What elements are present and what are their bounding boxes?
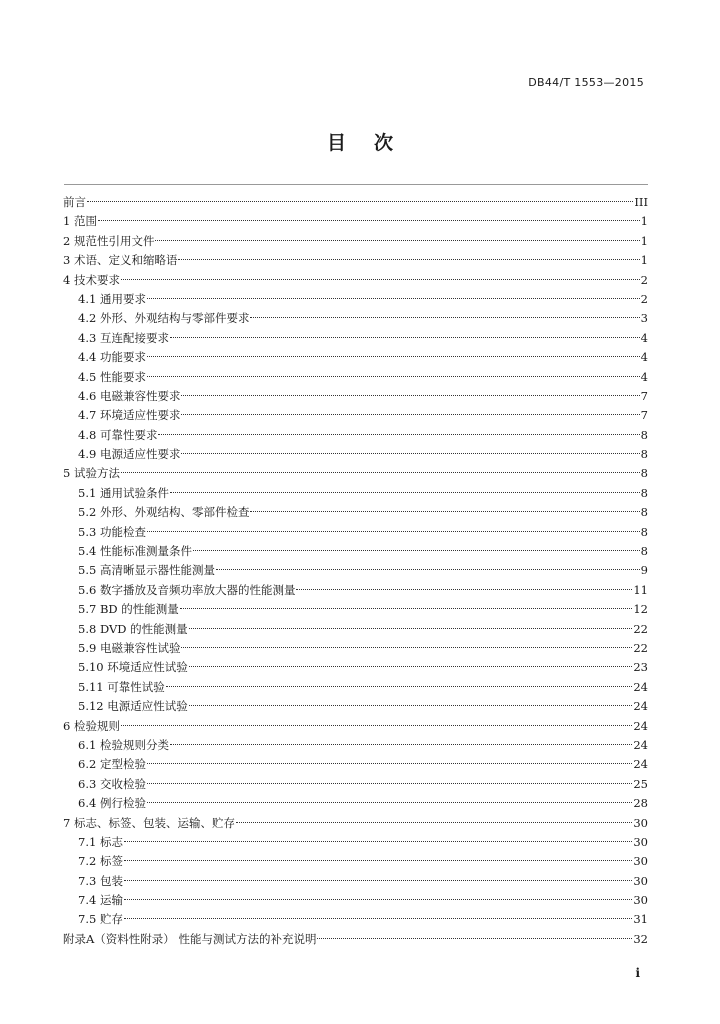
toc-leader-dots [124,841,632,842]
toc-entry-page: 8 [640,505,648,520]
toc-leader-dots [124,918,632,919]
toc-leader-dots [147,356,640,357]
toc-entry[interactable] [63,387,648,406]
toc-entry-label: 4.3 互连配接要求 [78,330,169,345]
toc-leader-dots [147,298,640,299]
toc-leader-dots [147,802,632,803]
toc-leader-dots [121,472,640,473]
toc-entry[interactable] [63,348,648,367]
toc-entry-label: 4.8 可靠性要求 [78,427,158,442]
toc-entry-label: 5.10 环境适应性试验 [78,660,188,675]
toc-entry-label: 5.7 BD 的性能测量 [78,602,179,617]
document-code: DB44/T 1553—2015 [528,76,644,89]
toc-leader-dots [147,763,632,764]
toc-entry[interactable] [63,736,648,755]
toc-entry-page: 24 [633,699,648,714]
toc-entry[interactable] [63,678,648,697]
toc-entry-label: 5.9 电磁兼容性试验 [78,640,181,655]
toc-entry-label: 5.1 通用试验条件 [78,485,169,500]
toc-entry-label: 6.2 定型检验 [78,757,146,772]
toc-leader-dots [170,492,640,493]
toc-divider [64,184,648,185]
toc-entry-page: 1 [640,253,648,268]
title-char-2: 次 [374,132,394,154]
toc-entry[interactable] [63,503,648,522]
toc-entry-label: 5.3 功能检查 [78,524,146,539]
toc-entry[interactable] [63,872,648,891]
toc-leader-dots [170,337,640,338]
toc-entry-label: 6 检验规则 [63,718,120,733]
toc-entry[interactable] [63,290,648,309]
toc-entry-label: 5.12 电源适应性试验 [78,699,188,714]
toc-entry-page: 8 [640,466,648,481]
toc-entry-page: 22 [633,640,648,655]
toc-entry-page: 30 [633,834,648,849]
toc-entry-label: 5.4 性能标准测量条件 [78,544,192,559]
toc-leader-dots [180,608,633,609]
table-of-contents [63,193,648,949]
toc-entry[interactable] [63,193,648,212]
toc-entry[interactable] [63,581,648,600]
page-title [0,128,720,155]
toc-entry-label: 6.3 交收检验 [78,776,146,791]
toc-entry[interactable] [63,271,648,290]
toc-entry-page: 2 [640,272,648,287]
toc-leader-dots [147,783,632,784]
toc-entry-label: 4.4 功能要求 [78,350,146,365]
toc-entry-label: 1 范围 [63,214,97,229]
toc-entry-page: 4 [640,350,648,365]
toc-entry[interactable] [63,212,648,231]
toc-entry-page: 24 [633,679,648,694]
toc-entry-label: 4.2 外形、外观结构与零部件要求 [78,311,250,326]
toc-entry-page: 30 [633,854,648,869]
toc-entry-page: 4 [640,330,648,345]
toc-entry[interactable] [63,833,648,852]
toc-entry[interactable] [63,755,648,774]
toc-leader-dots [250,511,639,512]
toc-leader-dots [158,434,639,435]
toc-entry-page: 28 [633,796,648,811]
toc-leader-dots [193,550,640,551]
toc-entry-label: 2 规范性引用文件 [63,233,155,248]
toc-entry[interactable] [63,484,648,503]
toc-leader-dots [181,395,639,396]
toc-leader-dots [147,376,640,377]
toc-leader-dots [155,240,639,241]
toc-leader-dots [181,647,632,648]
toc-entry[interactable] [63,891,648,910]
toc-entry-label: 5 试验方法 [63,466,120,481]
toc-entry[interactable] [63,639,648,658]
toc-leader-dots [121,725,632,726]
toc-entry-page: 24 [633,718,648,733]
toc-entry-label: 7.1 标志 [78,834,123,849]
page-number: i [635,966,640,980]
toc-entry-label: 7.2 标签 [78,854,123,869]
toc-leader-dots [189,628,633,629]
toc-entry-page: 23 [633,660,648,675]
toc-entry-label: 5.11 可靠性试验 [78,679,165,694]
toc-leader-dots [236,822,632,823]
toc-entry-page: 4 [640,369,648,384]
toc-entry[interactable] [63,600,648,619]
toc-entry-label: 4.1 通用要求 [78,291,146,306]
toc-entry-page: 8 [640,447,648,462]
toc-entry-page: 24 [633,737,648,752]
toc-entry[interactable] [63,910,648,929]
toc-entry[interactable] [63,561,648,580]
toc-entry-label: 6.4 例行检验 [78,796,146,811]
toc-entry-page: 9 [640,563,648,578]
toc-entry-label: 4.5 性能要求 [78,369,146,384]
toc-entry-label: 3 术语、定义和缩略语 [63,253,178,268]
toc-entry-page: 11 [633,582,648,597]
toc-entry[interactable] [63,658,648,677]
toc-entry[interactable] [63,794,648,813]
toc-entry[interactable] [63,232,648,251]
toc-entry[interactable] [63,251,648,270]
toc-entry[interactable] [63,814,648,833]
toc-leader-dots [166,686,633,687]
toc-entry[interactable] [63,368,648,387]
toc-leader-dots [147,531,640,532]
toc-entry-page: 2 [640,291,648,306]
toc-entry[interactable] [63,717,648,736]
toc-entry[interactable] [63,426,648,445]
toc-entry-label: 4.6 电磁兼容性要求 [78,388,181,403]
toc-entry-label: 5.5 高清晰显示器性能测量 [78,563,215,578]
toc-entry[interactable] [63,445,648,464]
toc-entry[interactable] [63,523,648,542]
toc-entry[interactable] [63,697,648,716]
toc-entry[interactable] [63,329,648,348]
toc-entry-page: 3 [640,311,648,326]
toc-leader-dots [124,899,632,900]
toc-entry-label: 6.1 检验规则分类 [78,737,169,752]
toc-leader-dots [250,317,639,318]
toc-entry[interactable] [63,542,648,561]
toc-entry[interactable] [63,406,648,425]
toc-entry-label: 4 技术要求 [63,272,120,287]
toc-leader-dots [124,860,632,861]
toc-entry-page: 7 [640,408,648,423]
toc-entry-page: 30 [633,893,648,908]
toc-entry-page: 1 [640,233,648,248]
toc-entry-page: 8 [640,524,648,539]
toc-entry-page: 22 [633,621,648,636]
toc-entry-label: 7.4 运输 [78,893,123,908]
toc-entry-label: 7 标志、标签、包装、运输、贮存 [63,815,235,830]
toc-entry-label: 7.3 包装 [78,873,123,888]
title-char-1: 目 [326,132,346,154]
toc-entry-page: 30 [633,815,648,830]
toc-entry-page: 25 [633,776,648,791]
toc-entry-label: 附录A（资料性附录） 性能与测试方法的补充说明 [63,931,317,946]
toc-entry-page: 30 [633,873,648,888]
toc-entry-label: 5.8 DVD 的性能测量 [78,621,188,636]
toc-entry-label: 4.7 环境适应性要求 [78,408,181,423]
toc-entry-label: 7.5 贮存 [78,912,123,927]
toc-entry[interactable] [63,852,648,871]
toc-entry-label: 5.6 数字播放及音频功率放大器的性能测量 [78,582,296,597]
toc-entry[interactable] [63,309,648,328]
toc-leader-dots [98,220,640,221]
toc-leader-dots [181,414,639,415]
toc-leader-dots [296,589,632,590]
toc-leader-dots [87,201,633,202]
toc-leader-dots [216,569,640,570]
toc-leader-dots [181,453,639,454]
toc-entry-label: 5.2 外形、外观结构、零部件检查 [78,505,250,520]
toc-leader-dots [178,259,639,260]
toc-entry-label: 前言 [63,195,86,209]
toc-entry-page: III [634,195,648,209]
toc-entry[interactable] [63,775,648,794]
toc-entry-label: 4.9 电源适应性要求 [78,447,181,462]
toc-entry-page: 8 [640,485,648,500]
toc-entry-page: 7 [640,388,648,403]
toc-entry[interactable] [63,464,648,483]
toc-entry-page: 24 [633,757,648,772]
toc-entry-page: 8 [640,544,648,559]
toc-leader-dots [189,705,633,706]
toc-entry-page: 12 [633,602,648,617]
toc-entry[interactable] [63,930,648,949]
toc-leader-dots [189,666,633,667]
toc-entry-page: 8 [640,427,648,442]
toc-entry-page: 31 [633,912,648,927]
toc-leader-dots [170,744,632,745]
toc-entry-page: 32 [633,931,648,946]
toc-leader-dots [121,279,640,280]
toc-leader-dots [124,880,632,881]
toc-entry[interactable] [63,620,648,639]
toc-entry-page: 1 [640,214,648,229]
toc-leader-dots [317,938,632,939]
